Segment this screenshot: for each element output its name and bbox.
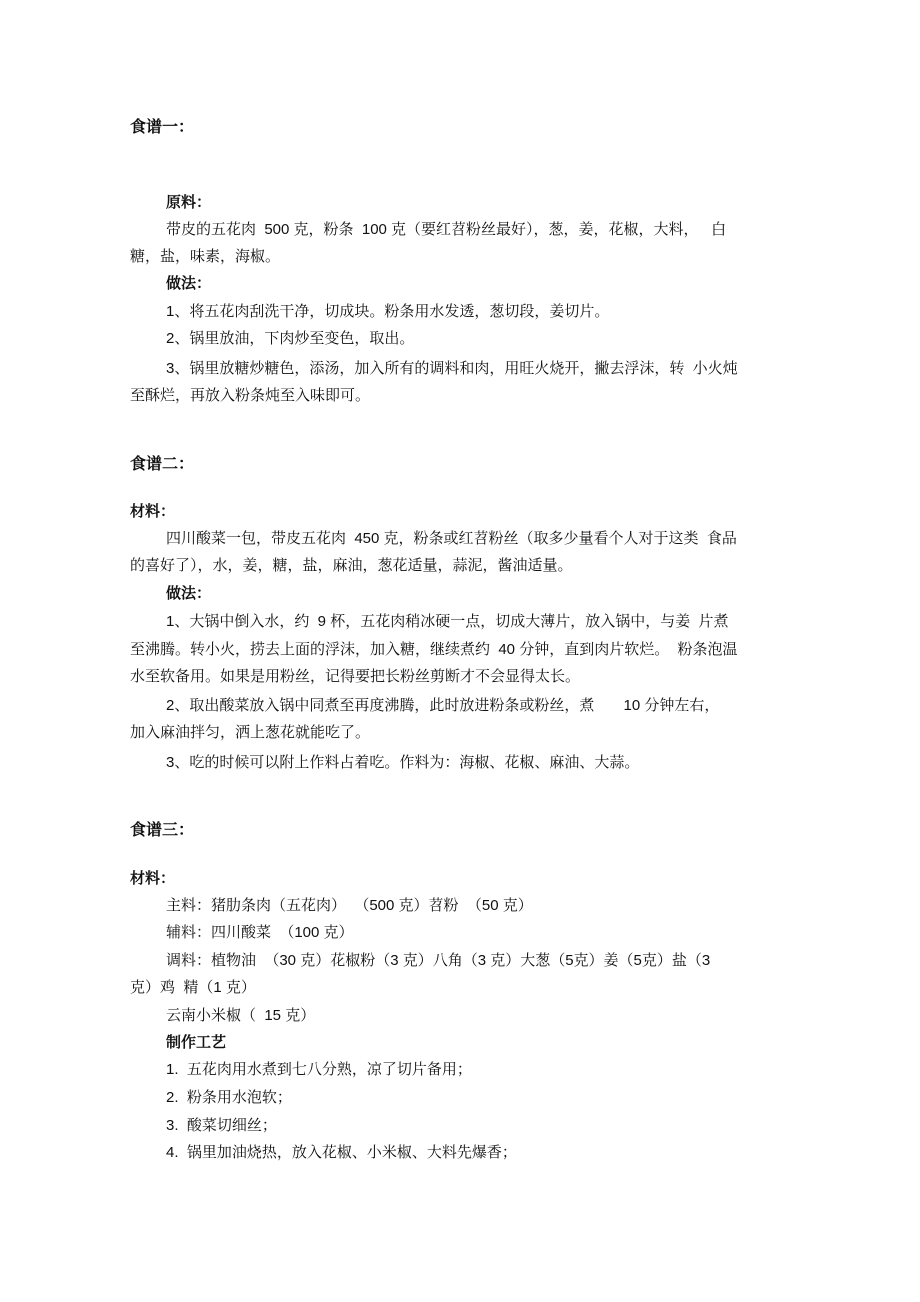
recipe1-step: 2、锅里放油，下肉炒至变色，取出。 (166, 330, 415, 347)
recipe1-step-cont: 至酥烂，再放入粉条炖至入味即可。 (130, 387, 371, 404)
recipe3-step: 3. 酸菜切细丝； (166, 1117, 277, 1134)
recipe1-title: 食谱一： (130, 119, 195, 136)
recipe3-chili: 云南小米椒（ 15 克） (166, 1007, 316, 1024)
recipe2-ingredients-line: 四川酸菜一包，带皮五花肉 450 克，粉条或红苕粉丝（取多少量看个人对于这类 食品 (166, 530, 737, 547)
recipe3-aux-ingredients: 辅料：四川酸菜 （100 克） (166, 924, 354, 941)
recipe3-seasoning-cont: 克）鸡 精（1 克） (130, 979, 256, 996)
recipe3-ingredients-label: 材料： (130, 870, 176, 887)
recipe3-main-ingredients: 主料：猪肋条肉（五花肉） （500 克）苕粉 （50 克） (166, 897, 533, 914)
recipe3-title: 食谱三： (130, 822, 195, 839)
recipe3-seasoning: 调料：植物油 （30 克）花椒粉（3 克）八角（3 克）大葱（5克）姜（5克）盐（3 (166, 952, 711, 969)
recipe2-ingredients-line: 的喜好了），水，姜，糖，盐，麻油，葱花适量，蒜泥，酱油适量。 (130, 557, 573, 574)
recipe2-step: 3、吃的时候可以附上作料占着吃。作料为：海椒、花椒、麻油、大蒜。 (166, 754, 640, 771)
recipe1-step: 3、锅里放糖炒糖色，添汤，加入所有的调料和肉，用旺火烧开，撇去浮沫，转 小火炖 (166, 360, 738, 377)
recipe2-step-cont: 水至软备用。如果是用粉丝，记得要把长粉丝剪断才不会显得太长。 (130, 668, 581, 685)
recipe2-method-label: 做法： (166, 585, 212, 602)
recipe2-step-cont: 加入麻油拌匀，洒上葱花就能吃了。 (130, 724, 371, 741)
recipe2-title: 食谱二： (130, 456, 195, 473)
recipe2-ingredients-label: 材料： (130, 503, 176, 520)
recipe1-ingredients-label: 原料： (166, 194, 212, 211)
recipe1-method-label: 做法： (166, 275, 212, 292)
recipe2-step-cont: 至沸腾。转小火，捞去上面的浮沫，加入糖，继续煮约 40 分钟，直到肉片软烂。 粉条泡温 (130, 641, 738, 658)
recipe3-step: 1. 五花肉用水煮到七八分熟，凉了切片备用； (166, 1061, 472, 1078)
recipe2-step: 2、取出酸菜放入锅中同煮至再度沸腾，此时放进粉条或粉丝，煮 10 分钟左右， (166, 697, 720, 714)
recipe3-step: 2. 粉条用水泡软； (166, 1089, 292, 1106)
recipe3-step: 4. 锅里加油烧热，放入花椒、小米椒、大料先爆香； (166, 1144, 517, 1161)
recipe1-step: 1、将五花肉刮洗干净，切成块。粉条用水发透，葱切段，姜切片。 (166, 303, 610, 320)
recipe3-method-label: 制作工艺 (166, 1034, 227, 1051)
recipe1-ingredients-line: 带皮的五花肉 500 克，粉条 100 克（要红苕粉丝最好），葱，姜，花椒，大料， 白 (166, 221, 727, 238)
recipe2-step: 1、大锅中倒入水，约 9 杯，五花肉稍冰硬一点，切成大薄片，放入锅中，与姜 片煮 (166, 613, 729, 630)
recipe1-ingredients-line: 糖，盐，味素，海椒。 (130, 248, 281, 265)
